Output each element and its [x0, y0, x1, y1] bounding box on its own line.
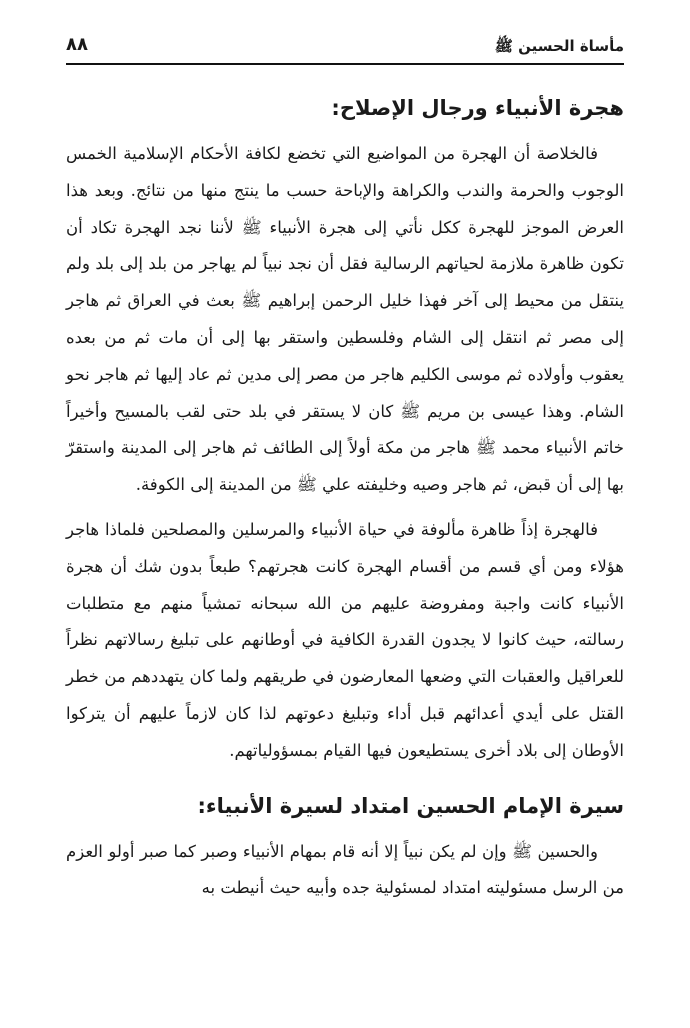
- section-heading-husayn-biography: سيرة الإمام الحسين امتداد لسيرة الأنبياء:: [197, 793, 624, 818]
- page-number: ٨٨: [66, 34, 88, 55]
- page-content: [66, 88, 624, 907]
- section-heading-prophets-migration: هجرة الأنبياء ورجال الإصلاح:: [331, 96, 624, 120]
- paragraph: فالهجرة إذاً ظاهرة مألوفة في حياة الأنبياء والمرسلين والمصلحين فلماذا هاجر هؤلاء ومن أي قسم من أقسام الهجرة كانت هجرتهم؟ طبعاً بدون شك أن هجرة الأنبياء كانت واجبة ومفروضة عليهم من الله سبحانه تمشياً منهم مع متطلبات رسالته، حيث كانوا لا يجدون القدرة الكافية في أوطانهم على تبليغ رسالاتهم نظراً للعراقيل والعقبات التي وضعها المعارضون في طريقهم ولما كان يتهددهم من خطر القتل على أيدي أعدائهم قبل أداء وتبليغ دعوتهم لذا كان لازماً عليهم أن يتركوا الأوطان إلى بلاد أخرى يستطيعون فيها القيام بمسؤولياتهم.: [66, 519, 624, 760]
- running-header: [66, 30, 624, 60]
- paragraph: فالخلاصة أن الهجرة من المواضيع التي تخضع لكافة الأحكام الإسلامية الخمس الوجوب والحرمة والندب والكراهة والإباحة حسب ما ينتج منها من نتائج. وبعد هذا العرض الموجز للهجرة ككل نأتي إلى هجرة الأنبياء ﷺ لأننا نجد الهجرة تكاد أن تكون ظاهرة ملازمة لحياتهم الرسالية فقل أن نجد نبياً لم يهاجر من بلد إلى بلد ولم ينتقل من محيط إلى آخر فهذا خليل الرحمن إبراهيم ﷺ بعث في العراق ثم هاجر إلى مصر ثم انتقل إلى الشام وفلسطين واستقر بها إلى أن مات ثم من بعده يعقوب وأولاده ثم موسى الكليم هاجر من مصر إلى مدين ثم عاد إليها ثم هاجر نحو الشام. وهذا عيسى بن مريم ﷺ كان لا يستقر في بلد حتى لقب بالمسيح وأخيراً خاتم الأنبياء محمد ﷺ هاجر من مكة أولاً إلى الطائف ثم هاجر إلى المدينة واستقرّ بها إلى أن قبض، ثم هاجر وصيه وخليفته علي ﷺ من المدينة إلى الكوفة.: [66, 144, 624, 495]
- book-title: مأساة الحسين ﷺ: [494, 37, 624, 55]
- header-rule: [66, 63, 624, 65]
- paragraph: والحسين ﷺ وإن لم يكن نبياً إلا أنه قام بمهام الأنبياء وصبر كما صبر أولو العزم من الرسل مسئوليته امتداد لمسئولية جده وأبيه حيث أنيطت به: [66, 841, 624, 898]
